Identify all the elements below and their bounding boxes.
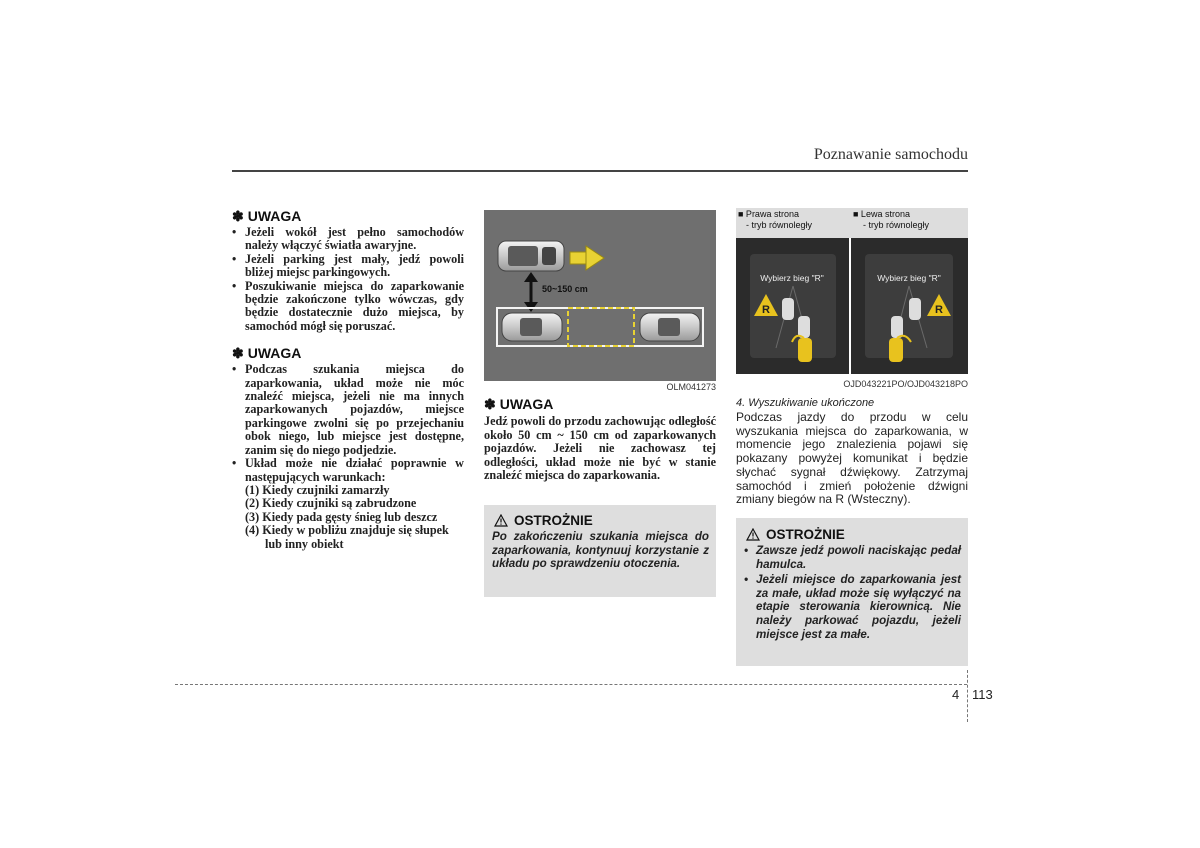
parking-distance-figure	[484, 210, 716, 392]
note-text: Jedź powoli do przodu zachowując odległość około 50 cm ~ 150 cm od zaparkowanych pojazdów. Jeżeli nie zachowasz tej odległości, układ może nie być w stanie znaleźć miejsca do zaparkowania.	[484, 414, 716, 483]
body-text: Podczas jazdy do przodu w celu wyszukania miejsca do zaparkowania, w momencie jego znalezienia pojawi się pokazany powyżej komunikat i będzie słychać sygnał dźwiękowy. Zatrzymaj samochód i zmień położenie dźwigni zmiany biegów na R (Wsteczny).	[736, 410, 968, 507]
caution-heading: OSTROŻNIE	[484, 505, 716, 528]
parking-illustration	[484, 210, 716, 380]
list-item: • Jeżeli wokół jest pełno samochodów należy włączyć światła awaryjne.	[232, 226, 464, 253]
caution-text: Po zakończeniu szukania miejsca do zaparkowania, kontynuuj korzystanie z układu po sprawdzeniu otoczenia.	[492, 530, 709, 571]
chapter-number: 4	[952, 687, 960, 702]
own-car-icon	[889, 338, 903, 362]
parked-car-icon	[782, 298, 794, 320]
svg-text:Wybierz bieg "R": Wybierz bieg "R"	[760, 273, 824, 283]
list-item: • Jeżeli parking jest mały, jedź powoli bliżej miejsc parkingowych.	[232, 253, 464, 280]
figure-code: OJD043221PO/OJD043218PO	[843, 379, 968, 389]
caution-box-1	[484, 505, 716, 597]
list-item: (2) Kiedy czujniki są zabrudzone	[245, 496, 417, 511]
list-item: • Układ może nie działać poprawnie w następujących warunkach:	[232, 457, 464, 484]
list-item: • Jeżeli miejsce do zaparkowania jest za małe, układ może się wyłączyć na etapie sterowania kierownicą. Nie należy parkować pojazdu, jeżeli miejsce jest za małe.	[744, 573, 961, 641]
note-heading-3: ✽ UWAGA	[484, 396, 554, 412]
distance-arrow-icon	[524, 272, 538, 312]
page-number: 113	[972, 687, 993, 702]
parked-car-left-icon	[502, 313, 562, 341]
parked-car-icon	[891, 316, 903, 338]
cluster-screen-right-parking	[736, 238, 849, 374]
column-3-text	[736, 397, 968, 507]
header-rule	[232, 170, 968, 172]
column-2-text	[484, 396, 716, 483]
caution-heading: OSTROŻNIE	[736, 518, 968, 542]
figure-code: OLM041273	[484, 381, 716, 393]
own-car-icon	[798, 338, 812, 362]
svg-text:R: R	[762, 304, 770, 316]
note-star-icon: ✽	[232, 208, 244, 224]
footer-divider	[967, 670, 968, 722]
parked-car-icon	[798, 316, 810, 338]
note-heading-2: ✽ UWAGA	[232, 345, 302, 362]
parked-car-icon	[909, 298, 921, 320]
distance-label: 50~150 cm	[542, 284, 588, 294]
list-item: • Poszukiwanie miejsca do zaparkowanie będzie zakończone tylko wówczas, gdy będzie dostatecznie dużo miejsca, by samochód mógł się poruszać.	[232, 280, 464, 334]
cluster-screen-left-parking	[851, 238, 968, 374]
warning-triangle-icon	[746, 528, 760, 541]
column-1	[232, 208, 464, 551]
list-item: • Zawsze jedź powoli naciskając pedał hamulca.	[744, 544, 961, 571]
footer-rule	[175, 684, 967, 685]
conditions-list	[232, 484, 464, 551]
parked-car-right-icon	[640, 313, 700, 341]
warning-triangle-icon	[494, 514, 508, 527]
direction-arrow-icon	[570, 246, 604, 270]
list-item: (3) Kiedy pada gęsty śnieg lub deszcz	[245, 509, 438, 524]
bullet-icon: •	[744, 544, 749, 557]
figure-caption: 4. Wyszukiwanie ukończone	[736, 397, 875, 409]
note-list-2	[232, 363, 464, 484]
svg-text:R: R	[935, 304, 943, 316]
list-item: • Podczas szukania miejsca do zaparkowania, układ może nie móc znaleźć miejsca, jeżeli nie ma innych zaparkowanych pojazdów, miejsce parkingowe zwolni się po przejechaniu obok niego, lub miejsce jest dostępne, zanim się do niego podjedzie.	[232, 363, 464, 457]
note-list-1	[232, 226, 464, 333]
bullet-icon: •	[744, 573, 749, 587]
moving-car-icon	[498, 241, 564, 271]
list-item: (1) Kiedy czujniki zamarzły	[245, 482, 390, 497]
caution-list	[736, 542, 968, 641]
list-item: (4) Kiedy w pobliżu znajduje się słupek lub inny obiekt	[245, 523, 449, 551]
note-star-icon: ✽	[232, 345, 244, 362]
running-header: Poznawanie samochodu	[813, 146, 968, 163]
svg-text:Wybierz bieg "R": Wybierz bieg "R"	[877, 273, 941, 283]
cluster-figure	[736, 208, 968, 390]
left-side-label: ■ Lewa strona - tryb równoległy	[853, 209, 930, 230]
note-heading-1: ✽ UWAGA	[232, 208, 302, 224]
free-space-marker	[568, 308, 634, 346]
caution-box-2	[736, 518, 968, 666]
note-star-icon: ✽	[484, 396, 496, 412]
right-side-label: ■ Prawa strona - tryb równoległy	[738, 209, 813, 230]
